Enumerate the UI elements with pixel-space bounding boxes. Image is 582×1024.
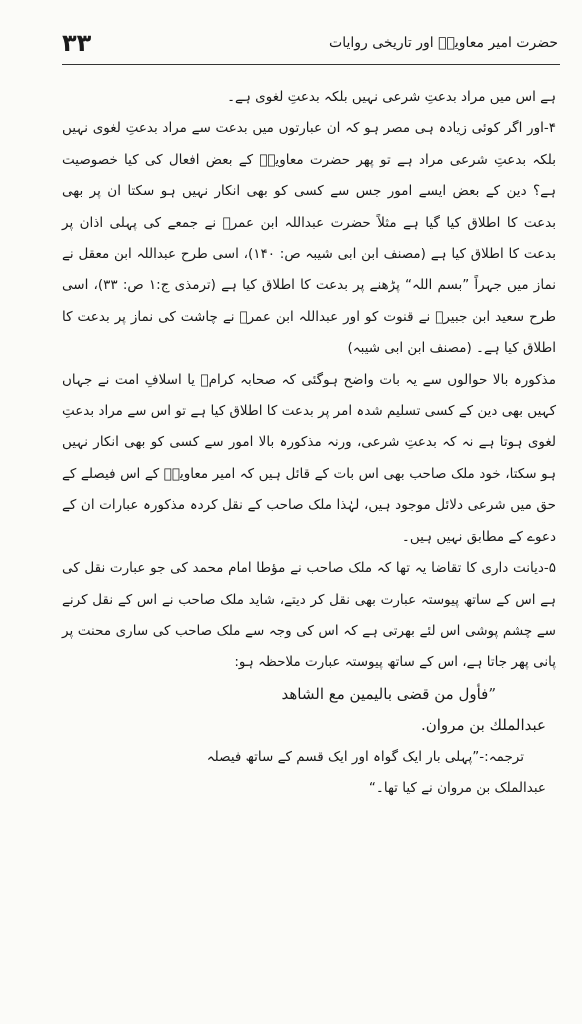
paragraph-summary: مذکورہ بالا حوالوں سے یہ بات واضح ہوگئی کہ صحابہ کرامؓ یا اسلافِ امت نے جہاں کہیں بھی دین کے کسی تسلیم شدہ امر پر بدعت کا اطلاق کیا ہے تو اس سے مراد بدعتِ لغوی ہوتا ہے نہ کہ بدعتِ شرعی، ورنہ مذکورہ بالا امور سے کسی کو بھی انکار نہیں ہو سکتا، خود ملک صاحب بھی اس بات کے قائل ہیں کہ امیر معاویہؓ کے اس فیصلے کے حق میں شرعی دلائل موجود ہیں، لہٰذا ملک صاحب کے نقل کردہ مذکورہ عبارات ان کے دعوے کے مطابق نہیں ہیں۔ [62, 371, 556, 545]
translation-line-1: ترجمہ:-”پہلی بار ایک گواہ اور ایک قسم کے ساتھ فیصلہ [206, 748, 524, 765]
running-title: حضرت امیر معاویہؓ اور تاریخی روایات [329, 35, 558, 51]
paragraph-point-5: ۵-دیانت داری کا تقاضا یہ تھا کہ ملک صاحب نے مؤطا امام محمد کی جو عبارت نقل کی ہے اس کے ساتھ پیوستہ عبارت بھی نقل کر دیتے، شاید ملک صاحب نے اس کے نقل کرنے سے چشم پوشی اس لئے بھرتی ہے کہ اس کی وجہ سے ملک صاحب کی ساری محنت پر پانی پھر جاتا ہے، اس کے ساتھ پیوستہ عبارت ملاحظہ ہو: [62, 560, 556, 671]
page-header [62, 28, 558, 58]
paragraph-continuation: ہے اس میں مراد بدعتِ شرعی نہیں بلکہ بدعتِ لغوی ہے۔ [227, 89, 556, 105]
page-number: ۳۳ [62, 29, 92, 57]
header-divider [62, 64, 560, 65]
body-text [62, 82, 556, 804]
paragraph-point-4: ۴-اور اگر کوئی زیادہ ہی مصر ہو کہ ان عبارتوں میں بدعت سے مراد بدعتِ لغوی نہیں بلکہ بدعتِ شرعی مراد ہے تو پھر حضرت معاویہؓ کے بعض افعال کی کیا خصوصیت ہے؟ دین کے بعض ایسے امور جس سے کسی کو بھی انکار نہیں ہو سکتا ان پر بھی بدعت کا اطلاق کیا گیا ہے مثلاً حضرت عبداللہ ابن عمرؓ نے جمعے کی پہلی اذان پر بدعت کا اطلاق کیا ہے (مصنف ابن ابی شیبہ ص: ۱۴۰)، اسی طرح عبداللہ ابن معقل نے نماز میں جہراً ”بسم اللہ“ پڑھنے پر بدعت کا اطلاق کیا ہے (ترمذی ج:۱ ص: ۳۳)، اسی طرح سعید ابن جبیرؒ نے قنوت کو اور عبداللہ ابن عمرؓ نے چاشت کی نماز پر بدعت کا اطلاق کیا ہے۔ (مصنف ابن ابی شیبہ) [62, 120, 557, 357]
translation-line-2: عبدالملک بن مروان نے کیا تھا۔“ [368, 779, 546, 796]
arabic-quote-line-2: عبدالملك بن مروان. [420, 716, 546, 735]
arabic-quote-line-1: ”فأول من قضى باليمين مع الشاهد [281, 684, 496, 703]
